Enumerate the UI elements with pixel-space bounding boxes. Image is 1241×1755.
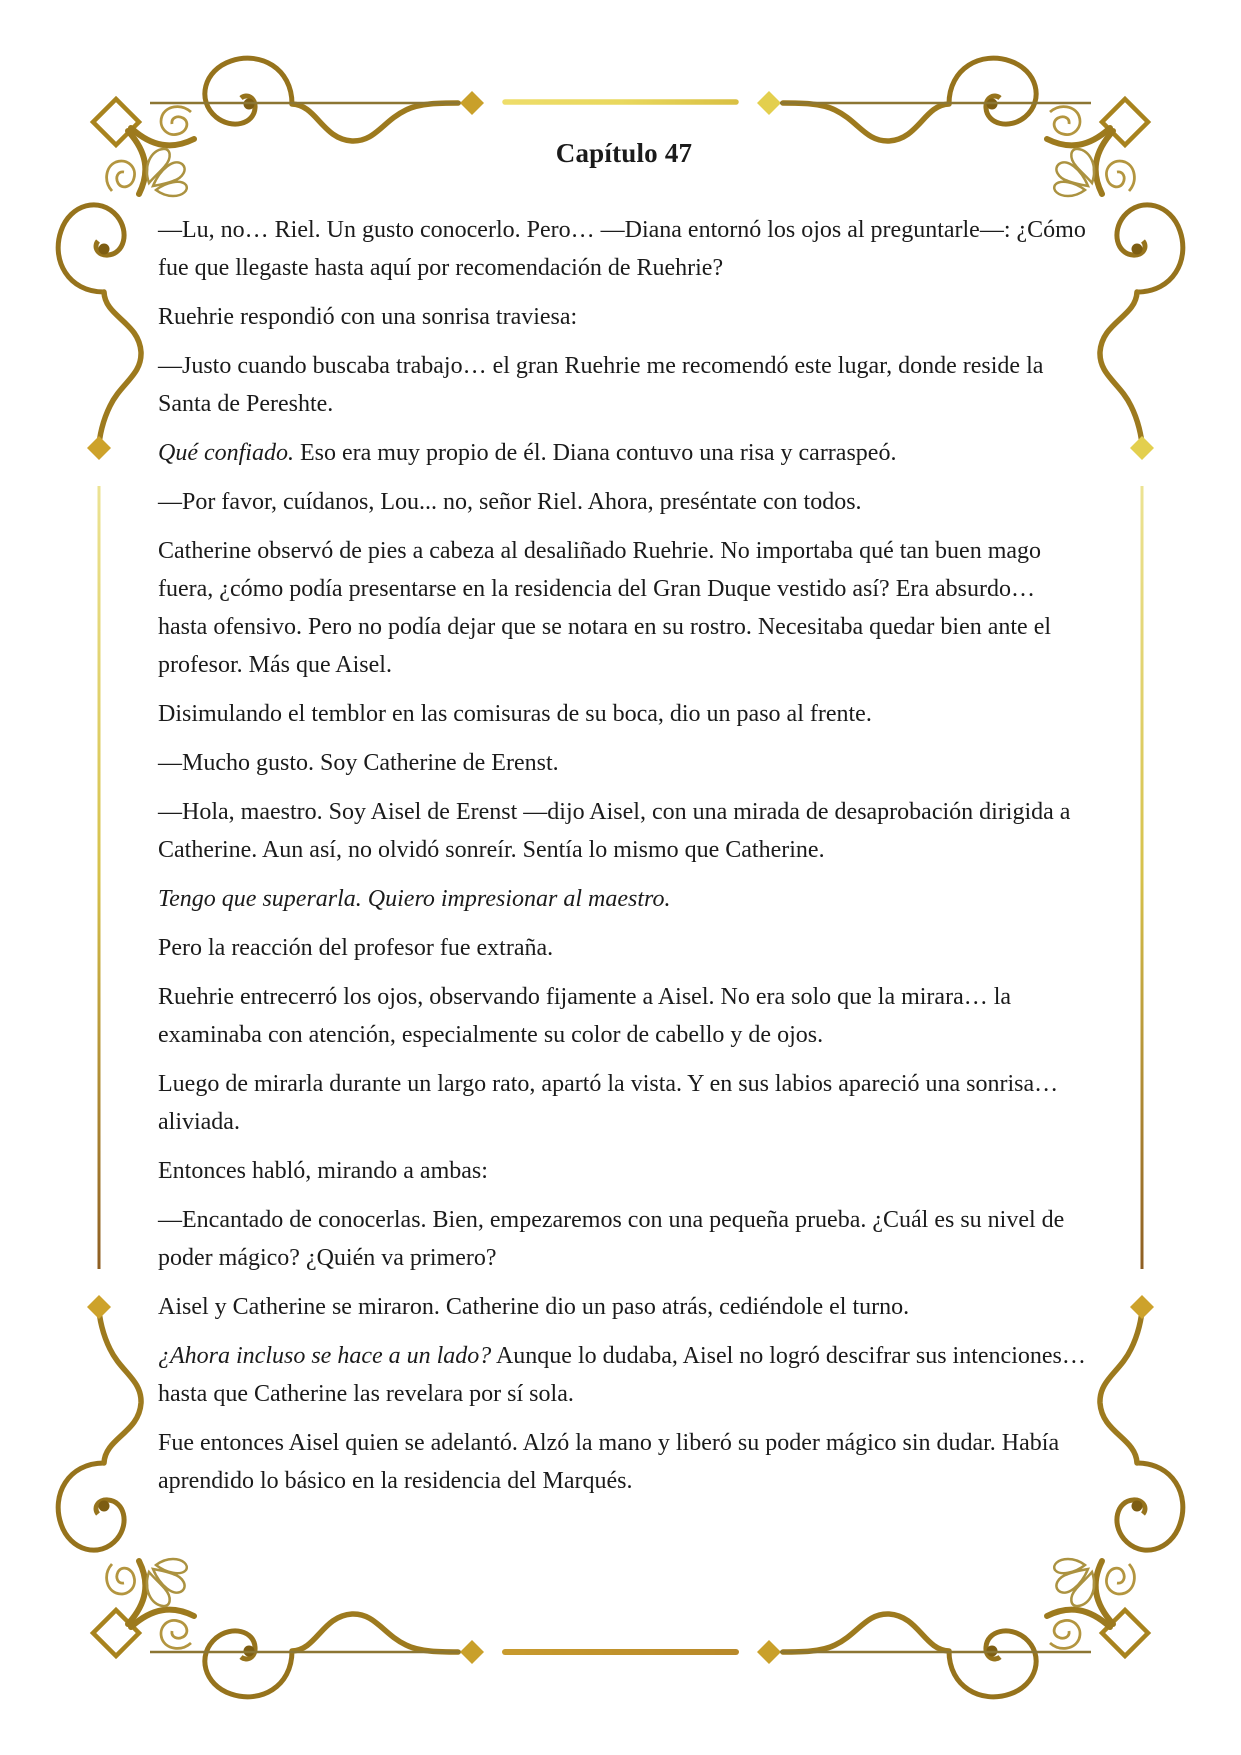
text-run: —Hola, maestro. Soy Aisel de Erenst —dijo Aisel, con una mirada de desaprobación dirigida a Catherine. Aun así, no olvidó sonreír. Sentía lo mismo que Catherine. [158, 799, 1071, 863]
text-run: Ruehrie entrecerró los ojos, observando fijamente a Aisel. No era solo que la mirara… la examinaba con atención, especialmente su color de cabello y de ojos. [158, 984, 1012, 1048]
paragraph [158, 532, 1090, 684]
diamond-bullet [757, 1640, 781, 1664]
paragraph [158, 483, 1090, 521]
chapter-content [158, 138, 1090, 1511]
diamond-bullet [1130, 436, 1154, 460]
text-run: Disimulando el temblor en las comisuras de su boca, dio un paso al frente. [158, 701, 872, 727]
paragraph [158, 1065, 1090, 1141]
paragraph [158, 1201, 1090, 1277]
diamond-bullet [87, 1295, 111, 1319]
italic-text-run: Qué confiado. [158, 440, 294, 466]
text-run: Entonces habló, mirando a ambas: [158, 1158, 488, 1184]
paragraph [158, 929, 1090, 967]
text-run: Luego de mirarla durante un largo rato, apartó la vista. Y en sus labios apareció una sonrisa… aliviada. [158, 1071, 1059, 1135]
paragraph [158, 880, 1090, 918]
diamond-bullet [87, 436, 111, 460]
paragraph [158, 695, 1090, 733]
paragraph [158, 1337, 1090, 1413]
paragraph [158, 1424, 1090, 1500]
text-run: —Justo cuando buscaba trabajo… el gran Ruehrie me recomendó este lugar, donde reside la Santa de Pereshte. [158, 353, 1044, 417]
paragraph [158, 793, 1090, 869]
border-left-rule [87, 436, 111, 1319]
text-run: Aisel y Catherine se miraron. Catherine dio un paso atrás, cediéndole el turno. [158, 1294, 910, 1320]
paragraph [158, 211, 1090, 287]
diamond-bullet [1130, 1295, 1154, 1319]
text-run: Catherine observó de pies a cabeza al desaliñado Ruehrie. No importaba qué tan buen mago fuera, ¿cómo podía presentarse en la residencia del Gran Duque vestido así? Era absurdo… hasta ofensivo. Pero no podía dejar que se notara en su rostro. Necesitaba quedar bien ante el profesor. Más que Aisel. [158, 538, 1052, 678]
text-run: —Lu, no… Riel. Un gusto conocerlo. Pero… —Diana entornó los ojos al preguntarle—: ¿Cómo fue que llegaste hasta aquí por recomendación de Ruehrie? [158, 217, 1086, 281]
paragraph [158, 1288, 1090, 1326]
paragraph [158, 1152, 1090, 1190]
text-run: —Mucho gusto. Soy Catherine de Erenst. [158, 750, 559, 776]
paragraph [158, 744, 1090, 782]
text-run: Pero la reacción del profesor fue extraña. [158, 935, 554, 961]
text-run: Fue entonces Aisel quien se adelantó. Alzó la mano y liberó su poder mágico sin dudar. Había aprendido lo básico en la residencia del Marqués. [158, 1430, 1060, 1494]
diamond-bullet [460, 1640, 484, 1664]
text-run: —Por favor, cuídanos, Lou... no, señor Riel. Ahora, preséntate con todos. [158, 489, 862, 515]
diamond-bullet [460, 91, 484, 115]
paragraphs-container [158, 211, 1090, 1500]
text-run: Eso era muy propio de él. Diana contuvo una risa y carraspeó. [293, 440, 897, 466]
border-right-rule [1130, 436, 1154, 1319]
paragraph [158, 434, 1090, 472]
text-run: —Encantado de conocerlas. Bien, empezaremos con una pequeña prueba. ¿Cuál es su nivel de poder mágico? ¿Quién va primero? [158, 1207, 1065, 1271]
chapter-title: Capítulo 47 [555, 138, 693, 168]
paragraph [158, 978, 1090, 1054]
text-run: Ruehrie respondió con una sonrisa traviesa: [158, 304, 578, 330]
paragraph [158, 347, 1090, 423]
paragraph [158, 298, 1090, 336]
italic-text-run: ¿Ahora incluso se hace a un lado? [158, 1343, 492, 1369]
diamond-bullet [757, 91, 781, 115]
text-run: Aunque lo dudaba, Aisel no logró descifrar sus intenciones… hasta que Catherine las revelara por sí sola. [158, 1343, 1086, 1407]
italic-text-run: Tengo que superarla. Quiero impresionar al maestro. [158, 886, 671, 912]
